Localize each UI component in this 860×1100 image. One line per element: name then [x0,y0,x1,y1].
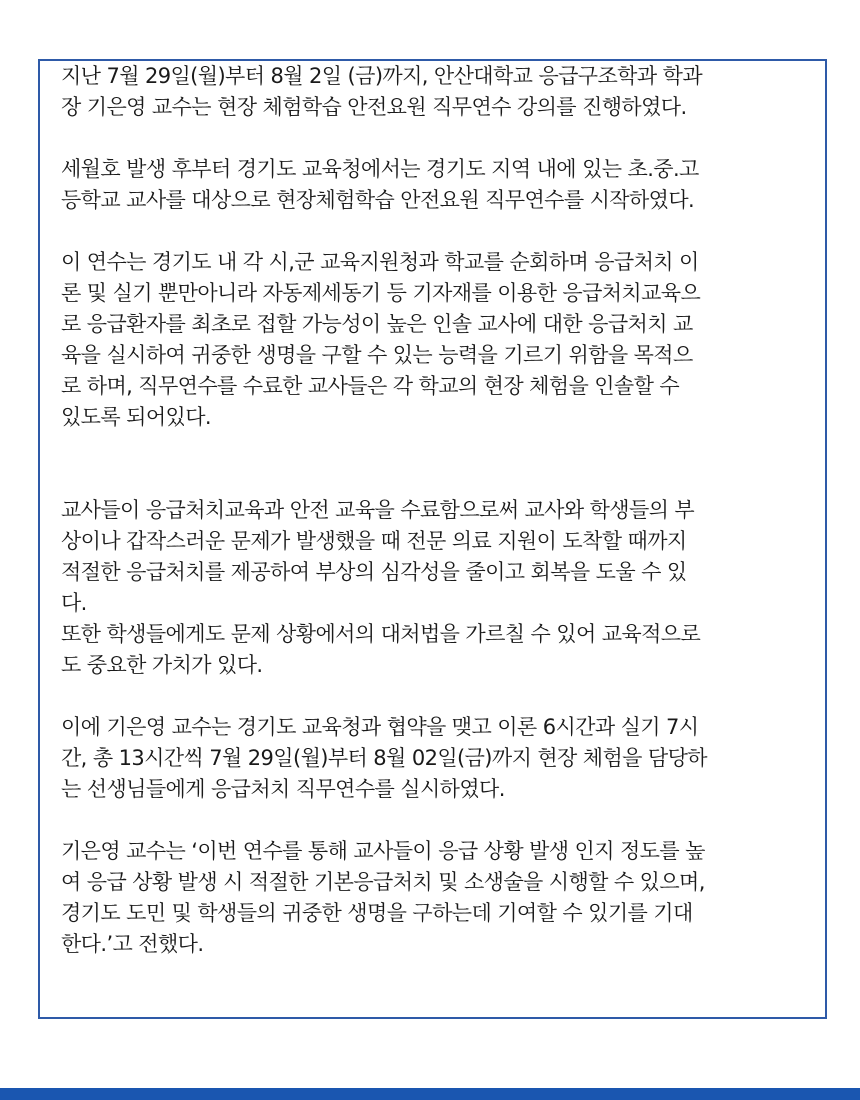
article-paragraph-3: 이 연수는 경기도 내 각 시,군 교육지원청과 학교를 순회하며 응급처치 이 론 및 실기 뿐만아니라 자동제세동기 등 기자재를 이용한 응급처치교육으 로 응급환자를 최초로 접할 가능성이 높은 인솔 교사에 대한 응급처치 교 육을 실시하여 귀중한 생명을 구할 수 있는 능력을 기르기 위함을 목적으 로 하며, 직무연수를 수료한 교사들은 각 학교의 현장 체험을 인솔할 수 있도록 되어있다. [61,250,701,429]
article-paragraph-1: 지난 7월 29일(월)부터 8월 2일 (금)까지, 안산대학교 응급구조학과 학과 장 기은영 교수는 현장 체험학습 안전요원 직무연수 강의를 진행하였다. [61,64,703,119]
paragraph-gap [61,433,799,464]
paragraph-gap [61,123,799,154]
article-box [38,59,827,1019]
article-paragraph-4: 교사들이 응급처치교육과 안전 교육을 수료함으로써 교사와 학생들의 부 상이나 갑작스러운 문제가 발생했을 때 전문 의료 지원이 도착할 때까지 적절한 응급처치를 제공하여 부상의 심각성을 줄이고 회복을 도울 수 있 다. 또한 학생들에게도 문제 상황에서의 대처법을 가르칠 수 있어 교육적으로 도 중요한 가치가 있다. [61,498,701,677]
paragraph-gap [61,464,799,495]
article-paragraph-5: 이에 기은영 교수는 경기도 교육청과 협약을 맺고 이론 6시간과 실기 7시 간, 총 13시간씩 7월 29일(월)부터 8월 02일(금)까지 현장 체험을 담당하 는 선생님들에게 응급처치 직무연수를 실시하였다. [61,715,707,801]
article-paragraph-2: 세월호 발생 후부터 경기도 교육청에서는 경기도 지역 내에 있는 초.중.고 등학교 교사를 대상으로 현장체험학습 안전요원 직무연수를 시작하였다. [61,157,699,212]
bottom-bar [0,1088,860,1100]
paragraph-gap [61,216,799,247]
paragraph-gap [61,805,799,836]
paragraph-gap [61,681,799,712]
article-paragraph-6: 기은영 교수는 ‘이번 연수를 통해 교사들이 응급 상황 발생 인지 정도를 높 여 응급 상황 발생 시 적절한 기본응급처치 및 소생술을 시행할 수 있으며, 경기도 도민 및 학생들의 귀중한 생명을 구하는데 기여할 수 있기를 기대 한다.’고 전했다. [61,839,705,956]
